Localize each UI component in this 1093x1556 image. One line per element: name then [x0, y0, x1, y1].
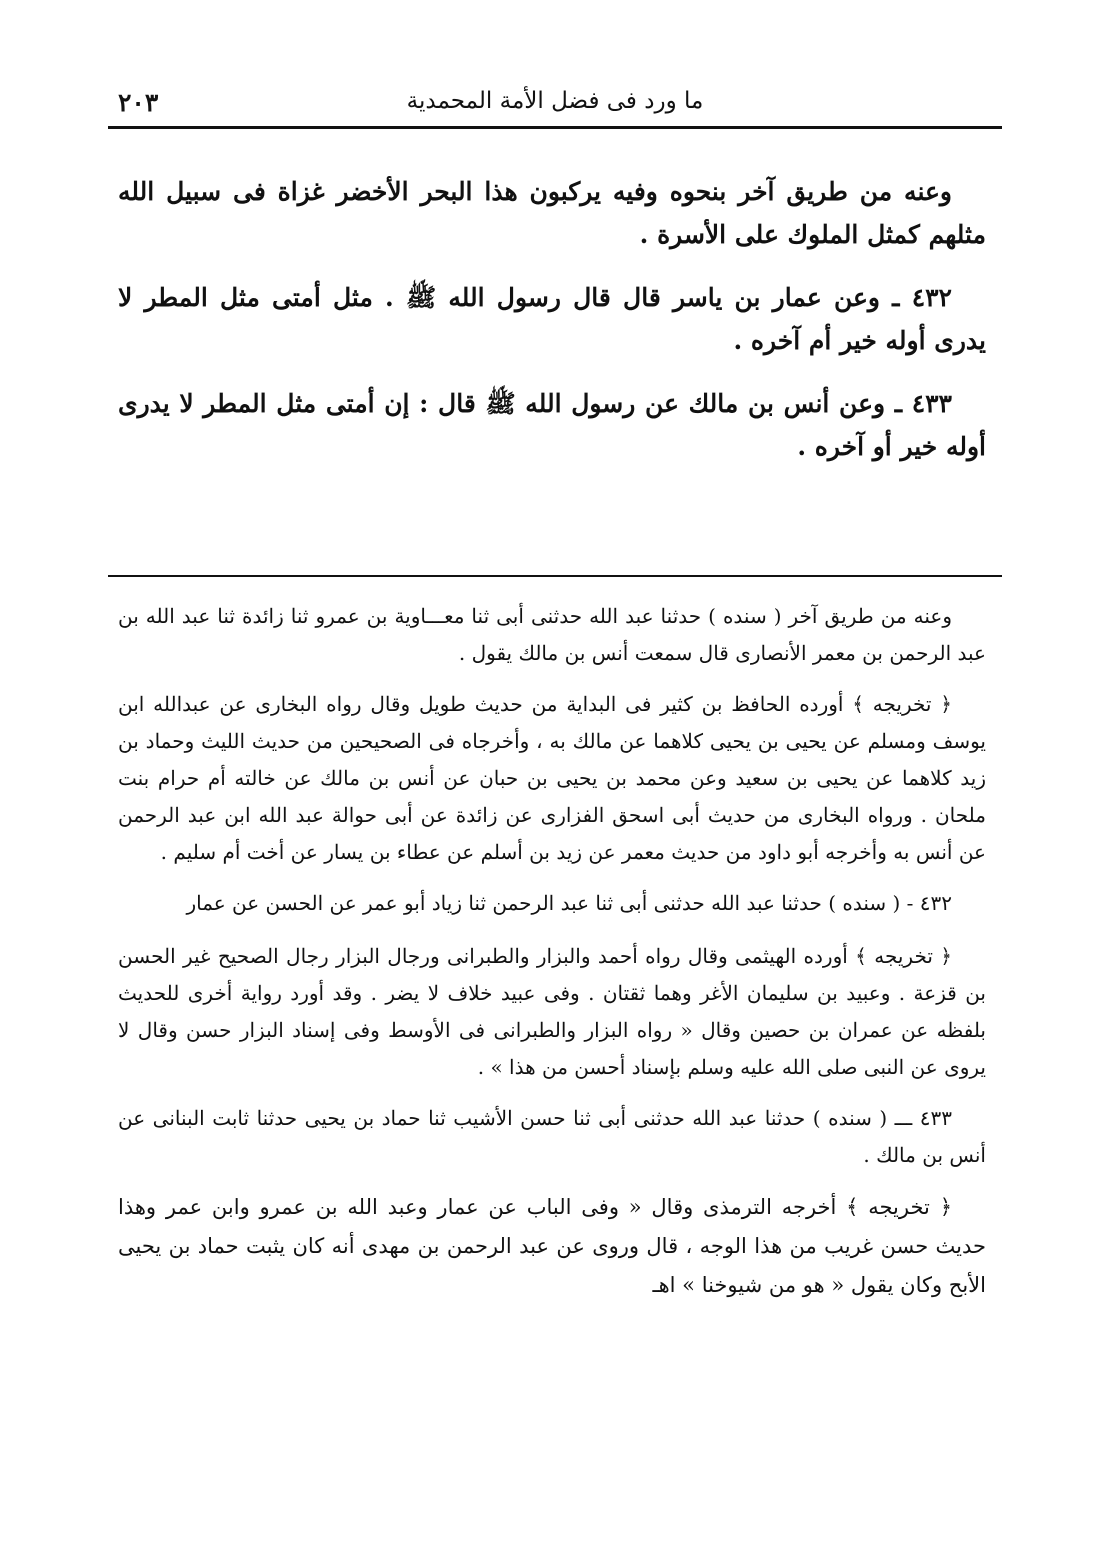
- hadith-paragraph: ٤٣٣ ـ وعن أنس بن مالك عن رسول الله ﷺ قال : إن أمتى مثل المطر لا يدرى أوله خير أو آخره .: [118, 389, 986, 461]
- running-title: ما ورد فى فضل الأمة المحمدية: [406, 88, 704, 114]
- footnote-paragraph: ﴿ تخريجه ﴾ أورده الحافظ بن كثير فى البداية من حديث طويل وقال رواه البخارى عن عبدالله ابن يوسف ومسلم عن يحيى بن يحيى كلاهما عن مالك به ، وأخرجاه فى الصحيحين من حديث الليث وحماد بن زيد كلاهما عن يحيى بن سعيد وعن محمد بن يحيى بن حبان عن أنس بن مالك عن خالته أم حرام بنت ملحان . ورواه البخارى من حديث أبى اسحق الفزارى عن زائدة عن أبى حوالة عبد الله ابن عبد الرحمن عن أنس به وأخرجه أبو داود من حديث معمر عن زيد بن أسلم عن عطاء بن يسار عن أخت أم سليم .: [118, 692, 986, 864]
- footnote-paragraph: وعنه من طريق آخر ( سنده ) حدثنا عبد الله حدثنى أبى ثنا معـــاوية بن عمرو ثنا زائدة ثنا عبد الله بن عبد الرحمن بن معمر الأنصارى قال سمعت أنس بن مالك يقول .: [118, 604, 986, 665]
- main-text: [118, 170, 986, 488]
- hadith-paragraph: وعنه من طريق آخر بنحوه وفيه يركبون هذا البحر الأخضر غزاة فى سبيل الله مثلهم كمثل الملوك على الأسرة .: [118, 177, 986, 249]
- footnote-paragraph: ﴿ تخريجه ﴾ أورده الهيثمى وقال رواه أحمد والبزار والطبرانى ورجال البزار رجال الصحيح غير الحسن بن قزعة . وعبيد بن سليمان الأغر وهما ثقتان . وفى عبيد خلاف لا يضر . وقد أورد رواية أخرى للحديث بلفظه عن عمران بن حصين وقال « رواه البزار والطبرانى فى الأوسط وفى إسناد البزار حسن وقال لا يروى عن النبى صلى الله عليه وسلم بإسناد أحسن من هذا » .: [118, 944, 987, 1079]
- page-header: [110, 88, 1000, 124]
- footnote-rule: [108, 575, 1002, 577]
- footnote-paragraph: ﴿ تخريجه ﴾ أخرجه الترمذى وقال « وفى الباب عن عمار وعبد الله بن عمرو وابن عمر وهذا حديث حسن غريب من هذا الوجه ، قال وروى عن عبد الرحمن بن مهدى أنه كان يثبت حماد بن يحيى الأبح وكان يقول « هو من شيوخنا » اهـ: [118, 1195, 986, 1297]
- footnote-paragraph: ٤٣٣ ـــ ( سنده ) حدثنا عبد الله حدثنى أبى ثنا حسن الأشيب ثنا حماد بن يحيى حدثنا ثابت البنانى عن أنس بن مالك .: [118, 1106, 986, 1167]
- footnotes: [118, 598, 986, 1319]
- page-number: ٢٠٣: [118, 88, 159, 117]
- hadith-paragraph: ٤٣٢ ـ وعن عمار بن ياسر قال قال رسول الله ﷺ . مثل أمتى مثل المطر لا يدرى أوله خير أم آخره .: [118, 283, 986, 355]
- footnote-paragraph: ٤٣٢ - ( سنده ) حدثنا عبد الله حدثنى أبى ثنا عبد الرحمن ثنا زياد أبو عمر عن الحسن عن عمار: [186, 891, 952, 915]
- header-rule: [108, 126, 1002, 129]
